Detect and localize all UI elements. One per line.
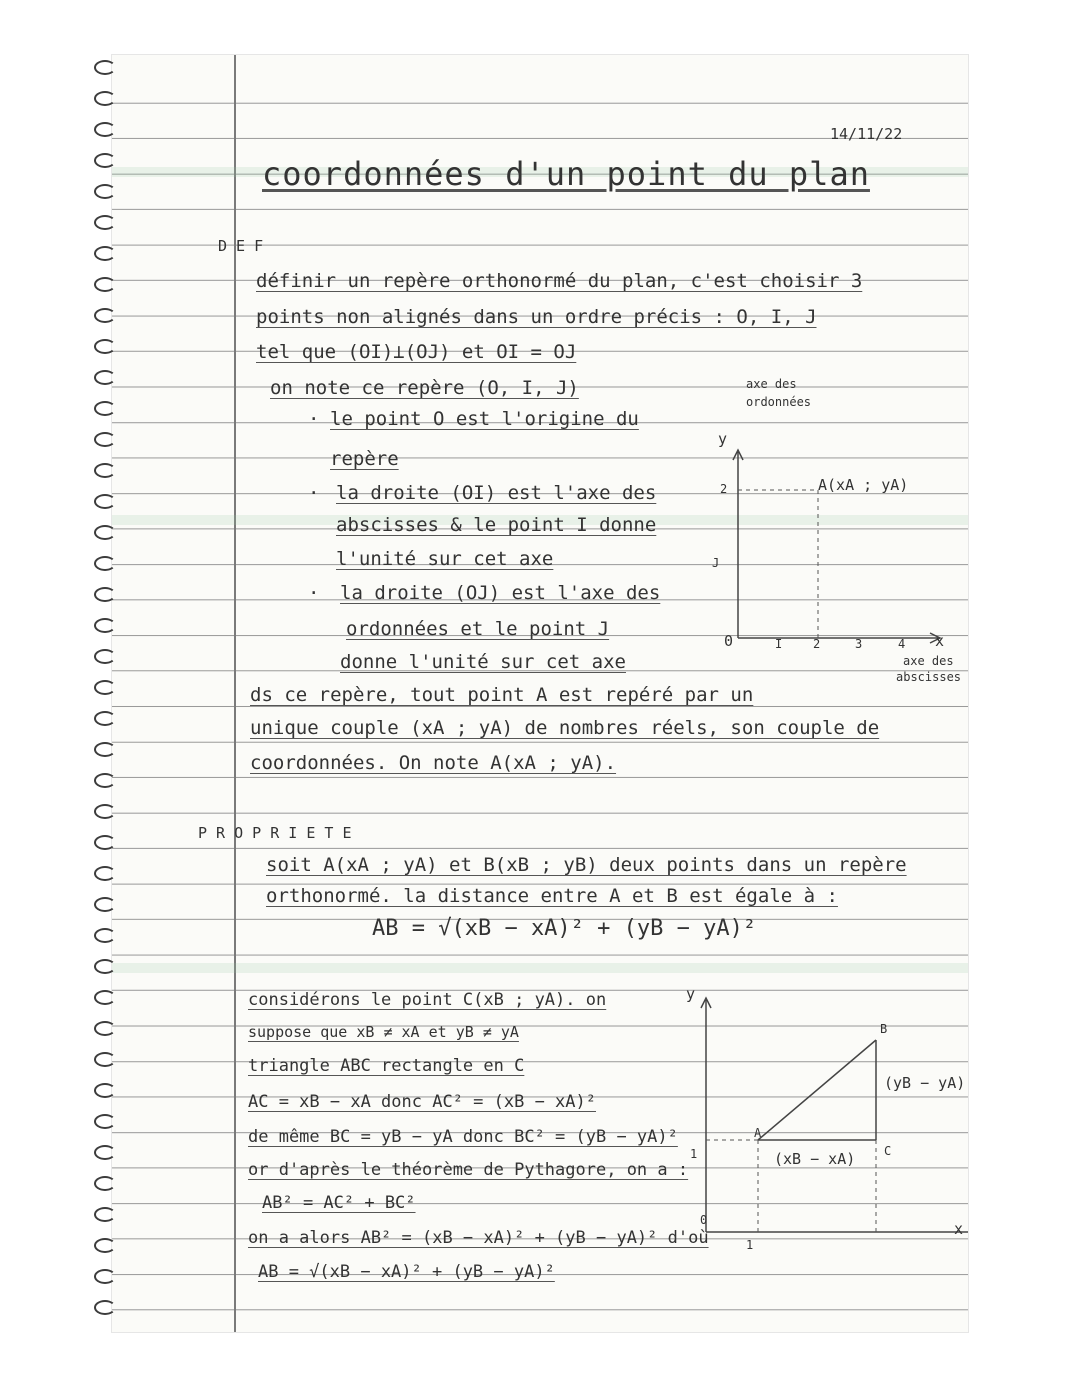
point-a-label: A(xA ; yA) bbox=[818, 476, 909, 494]
definition-line: points non alignés dans un ordre précis : O, I, J bbox=[256, 306, 817, 328]
bullet-line: abscisses & le point I donne bbox=[336, 514, 657, 536]
point-c-label: C bbox=[884, 1144, 892, 1158]
bullet-line: la droite (OI) est l'axe des bbox=[336, 482, 657, 504]
bullet-line: repère bbox=[330, 448, 399, 470]
x-tick: 4 bbox=[898, 637, 906, 651]
x-tick-0: 0 bbox=[700, 1213, 708, 1227]
x-tick: 3 bbox=[855, 637, 863, 651]
definition-after-line: coordonnées. On note A(xA ; yA). bbox=[250, 752, 617, 774]
y-symbol-2: y bbox=[686, 985, 696, 1003]
demo-line: triangle ABC rectangle en C bbox=[248, 1056, 525, 1076]
demo-line: de même BC = yB − yA donc BC² = (yB − yA)² bbox=[248, 1127, 678, 1147]
property-label: P R O P R I E T E bbox=[198, 824, 352, 842]
x-symbol: x bbox=[935, 632, 945, 650]
demo-line: AC = xB − xA donc AC² = (xB − xA)² bbox=[248, 1092, 596, 1112]
bullet-dot-icon: · bbox=[308, 408, 320, 430]
bullet-line: donne l'unité sur cet axe bbox=[340, 651, 626, 673]
bullet-dot-icon: · bbox=[308, 582, 320, 604]
x-symbol-2: x bbox=[954, 1220, 964, 1238]
definition-line: on note ce repère (O, I, J) bbox=[270, 377, 579, 399]
demo-line: AB² = AC² + BC² bbox=[262, 1193, 416, 1213]
demo-line: AB = √(xB − xA)² + (yB − yA)² bbox=[258, 1262, 555, 1282]
date: 14/11/22 bbox=[830, 125, 903, 143]
origin-label: 0 bbox=[724, 632, 734, 650]
x-tick: I bbox=[775, 637, 783, 651]
y-tick-1: 1 bbox=[690, 1147, 698, 1161]
x-axis-label: abscisses bbox=[896, 670, 962, 684]
demo-line: on a alors AB² = (xB − xA)² + (yB − yA)² d'où bbox=[248, 1228, 709, 1248]
definition-line: tel que (OI)⊥(OJ) et OI = OJ bbox=[256, 341, 577, 363]
definition-label: D E F bbox=[218, 237, 264, 255]
y-axis-label: axe des bbox=[746, 377, 797, 391]
distance-formula: AB = √(xB − xA)² + (yB − yA)² bbox=[372, 916, 757, 941]
bullet-line: la droite (OJ) est l'axe des bbox=[340, 582, 661, 604]
point-a-label: A bbox=[754, 1126, 762, 1140]
definition-after-line: unique couple (xA ; yA) de nombres réels, son couple de bbox=[250, 717, 880, 739]
bullet-line: le point O est l'origine du bbox=[330, 408, 639, 430]
y-tick-2: 2 bbox=[720, 482, 728, 496]
x-tick: 2 bbox=[813, 637, 821, 651]
definition-after-line: ds ce repère, tout point A est repéré par un bbox=[250, 684, 754, 706]
property-line: orthonormé. la distance entre A et B est égale à : bbox=[266, 885, 838, 907]
x-tick-1: 1 bbox=[746, 1238, 754, 1252]
property-line: soit A(xA ; yA) et B(xB ; yB) deux points dans un repère bbox=[266, 854, 907, 876]
demo-line: considérons le point C(xB ; yA). on bbox=[248, 990, 607, 1010]
x-axis-label: axe des bbox=[903, 654, 954, 668]
page-title: coordonnées d'un point du plan bbox=[262, 155, 870, 193]
definition-line: définir un repère orthonormé du plan, c'est choisir 3 bbox=[256, 270, 863, 292]
vertical-side-label: (yB − yA) bbox=[884, 1074, 966, 1092]
point-b-label: B bbox=[880, 1022, 888, 1036]
y-symbol: y bbox=[718, 430, 728, 448]
bullet-line: l'unité sur cet axe bbox=[336, 548, 554, 570]
horizontal-side-label: (xB − xA) bbox=[774, 1150, 856, 1168]
demo-line: or d'après le théorème de Pythagore, on a : bbox=[248, 1160, 689, 1180]
y-axis-label: ordonnées bbox=[746, 395, 812, 409]
bullet-dot-icon: · bbox=[308, 482, 320, 504]
bullet-line: ordonnées et le point J bbox=[346, 618, 610, 640]
j-label: J bbox=[712, 556, 720, 570]
demo-line: suppose que xB ≠ xA et yB ≠ yA bbox=[248, 1023, 519, 1041]
